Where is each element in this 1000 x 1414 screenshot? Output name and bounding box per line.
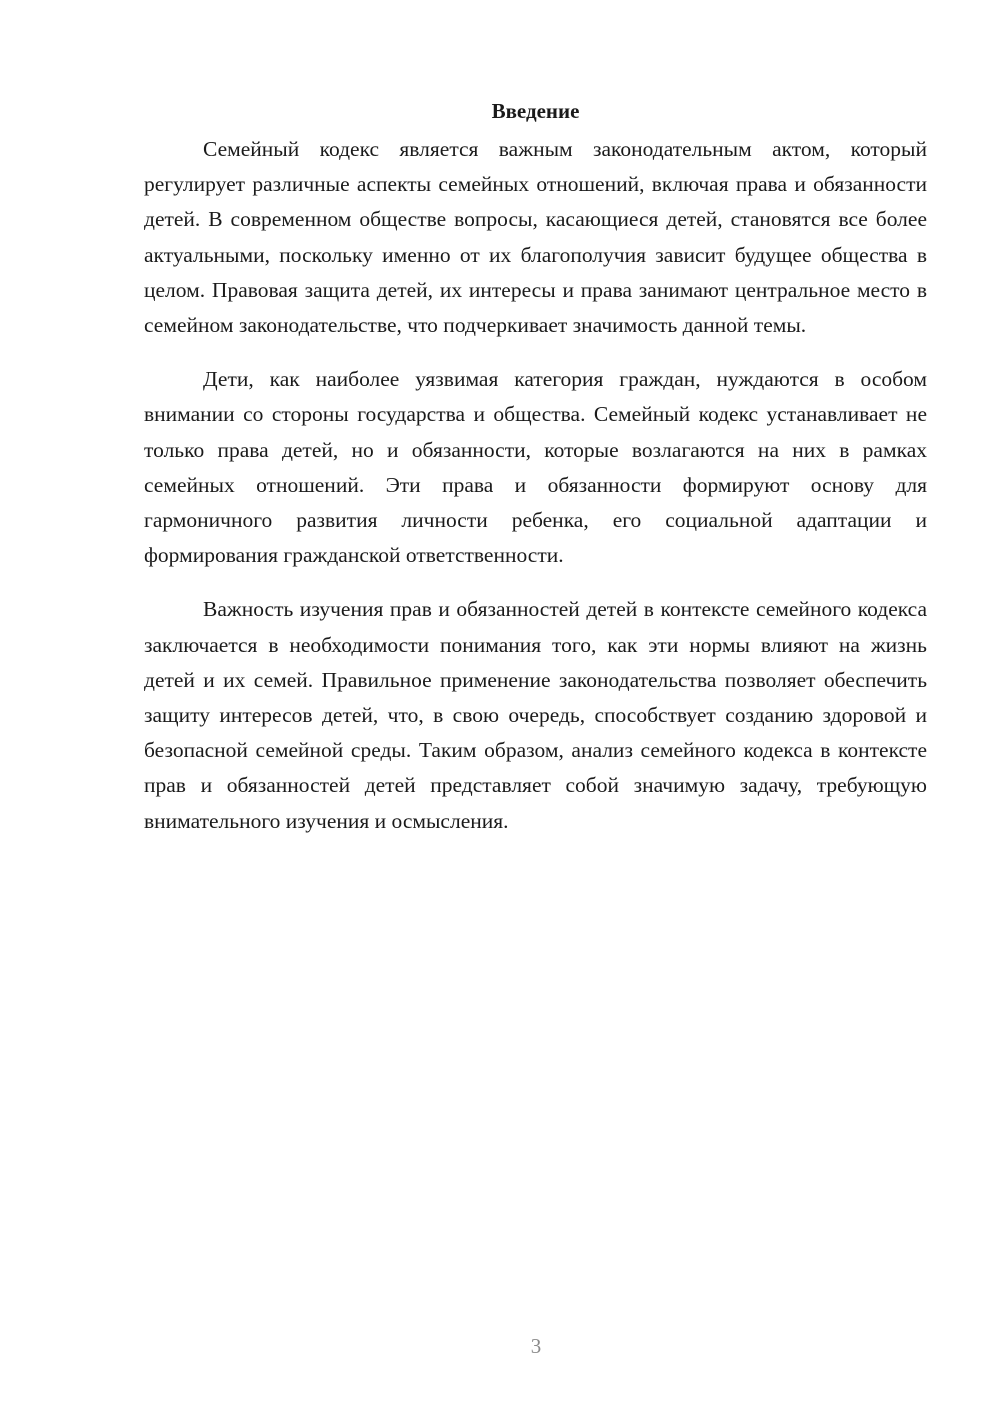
section-title: Введение (491, 99, 580, 123)
page-number: 3 (530, 1334, 542, 1358)
page-content (144, 96, 927, 858)
paragraph-2: Дети, как наиболее уязвимая категория граждан, нуждаются в особом внимании со стороны государства и общества. Семейный кодекс устанавливает не только права детей, но и обязанности, которые возлагаются на них в рамках семейных отношений. Эти права и обязанности формируют основу для гармоничного развития личности ребенка, его социальной адаптации и формирования гражданской ответственности. (144, 367, 927, 568)
paragraph-1: Семейный кодекс является важным законодательным актом, который регулирует различные аспекты семейных отношений, включая права и обязанности детей. В современном обществе вопросы, касающиеся детей, становятся все более актуальными, поскольку именно от их благополучия зависит будущее общества в целом. Правовая защита детей, их интересы и права занимают центральное место в семейном законодательстве, что подчеркивает значимость данной темы. (144, 137, 927, 338)
paragraph-3: Важность изучения прав и обязанностей детей в контексте семейного кодекса заключается в необходимости понимания того, как эти нормы влияют на жизнь детей и их семей. Правильное применение законодательства позволяет обеспечить защиту интересов детей, что, в свою очередь, способствует созданию здоровой и безопасной семейной среды. Таким образом, анализ семейного кодекса в контексте прав и обязанностей детей представляет собой значимую задачу, требующую внимательного изучения и осмысления. (144, 597, 927, 833)
